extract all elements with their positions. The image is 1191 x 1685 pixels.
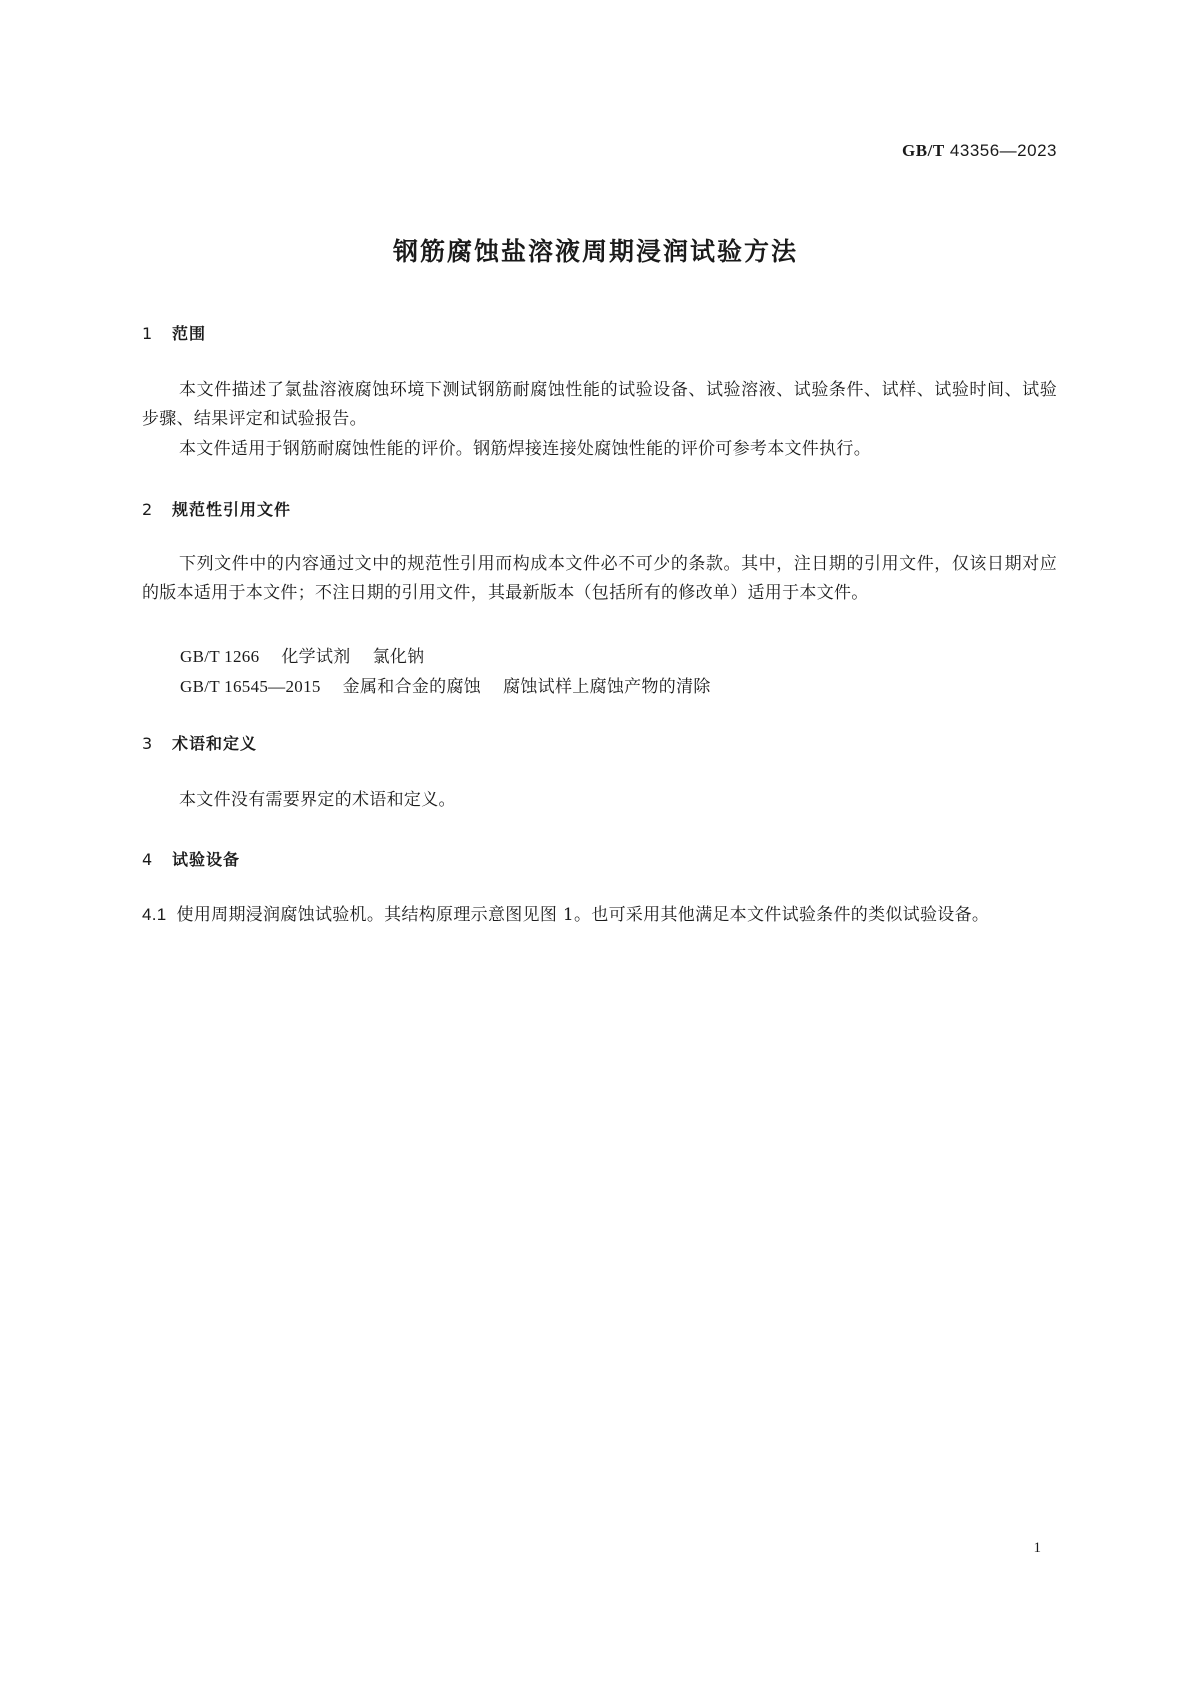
section-2-paragraph-1: 下列文件中的内容通过文中的规范性引用而构成本文件必不可少的条款。其中，注日期的引用文件，仅该日期对应的版本适用于本文件；不注日期的引用文件，其最新版本（包括所有的修改单）适用于本文件。	[142, 554, 1057, 603]
section-number: 4	[142, 850, 154, 869]
section-3-paragraph-1: 本文件没有需要界定的术语和定义。	[179, 790, 456, 810]
standard-code	[902, 141, 1057, 161]
section-number: 3	[142, 734, 154, 753]
standard-number: 43356—2023	[949, 141, 1057, 160]
reference-code: GB/T 16545—2015	[180, 677, 321, 696]
reference-title-part-1: 化学试剂	[281, 647, 351, 667]
section-4-heading	[142, 847, 240, 870]
reference-title-part-2: 腐蚀试样上腐蚀产物的清除	[503, 677, 711, 697]
section-1-paragraph-2: 本文件适用于钢筋耐腐蚀性能的评价。钢筋焊接连接处腐蚀性能的评价可参考本文件执行。	[179, 439, 871, 459]
clause-4-1	[142, 900, 1057, 930]
reference-item	[180, 642, 424, 667]
page-number: 1	[1033, 1540, 1041, 1556]
section-title: 规范性引用文件	[172, 500, 292, 519]
section-2-heading	[142, 497, 291, 520]
section-1-heading	[142, 321, 206, 344]
standard-prefix: GB/T	[902, 141, 945, 160]
reference-title-part-1: 金属和合金的腐蚀	[342, 677, 482, 697]
section-title: 试验设备	[172, 850, 241, 869]
section-1-paragraph-1: 本文件描述了氯盐溶液腐蚀环境下测试钢筋耐腐蚀性能的试验设备、试验溶液、试验条件、试样、试验时间、试验步骤、结果评定和试验报告。	[142, 380, 1057, 429]
reference-code: GB/T 1266	[180, 647, 260, 666]
document-title: 钢筋腐蚀盐溶液周期浸润试验方法	[392, 237, 798, 266]
section-title: 术语和定义	[172, 734, 258, 753]
reference-title-part-2: 氯化钠	[372, 647, 425, 667]
section-3-heading	[142, 731, 257, 754]
section-title: 范围	[172, 324, 207, 343]
clause-number: 4.1	[142, 905, 167, 924]
section-number: 1	[142, 324, 154, 343]
section-number: 2	[142, 500, 154, 519]
clause-text: 使用周期浸润腐蚀试验机。其结构原理示意图见图 1。也可采用其他满足本文件试验条件的类似试验设备。	[176, 905, 990, 925]
reference-item	[180, 672, 711, 697]
